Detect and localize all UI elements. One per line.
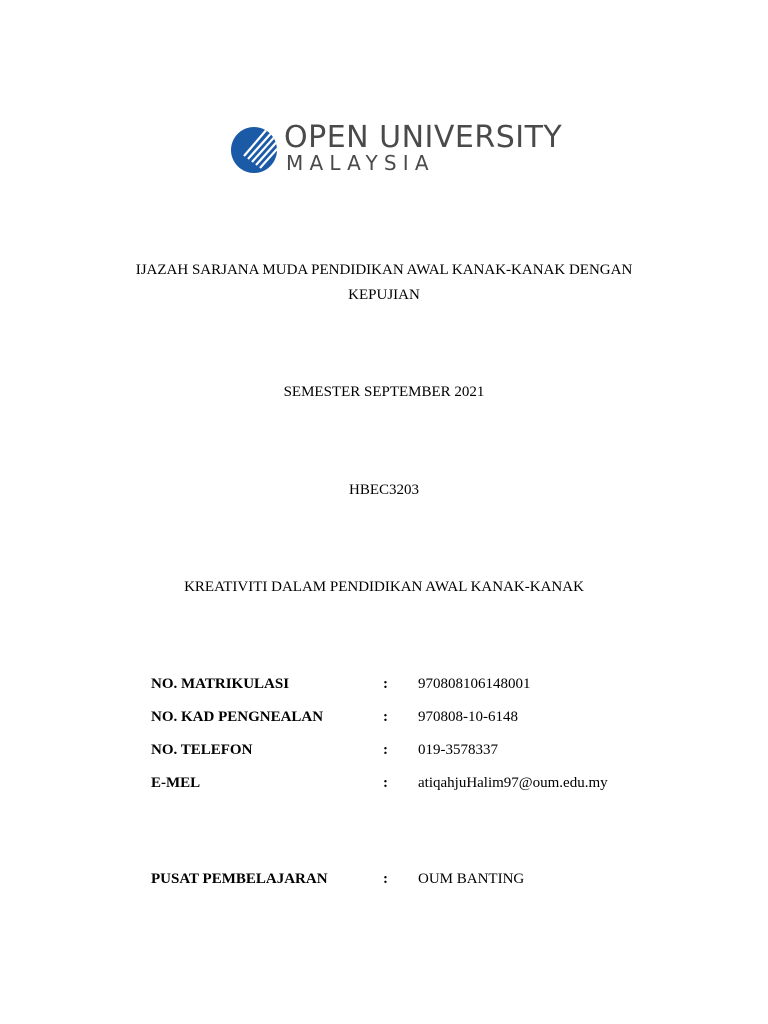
info-label: E-MEL [151,775,201,791]
logo-text-malaysia: MALAYSIA [286,151,435,175]
info-row-learning-centre [151,869,671,902]
info-label: NO. TELEFON [151,742,253,758]
info-row-matric [151,674,671,707]
info-value: OUM BANTING [418,871,525,887]
logo-text-open-university: OPEN UNIVERSITY [284,120,563,155]
info-colon: : [383,871,388,887]
info-value: atiqahjuHalim97@oum.edu.my [418,775,608,791]
semester: SEMESTER SEPTEMBER 2021 [283,384,485,400]
info-colon: : [383,775,388,791]
info-label: NO. KAD PENGNEALAN [151,709,324,725]
info-colon: : [383,742,388,758]
university-logo [230,120,563,178]
info-value: 019-3578337 [418,742,498,758]
programme-title [100,258,668,308]
info-row-ic [151,707,671,740]
info-row-email [151,773,671,806]
info-label: NO. MATRIKULASI [151,676,290,692]
oum-striped-globe-icon [230,126,278,174]
student-info-table [151,674,671,806]
programme-title-line-1: IJAZAH SARJANA MUDA PENDIDIKAN AWAL KANAK-KANAK DENGAN [135,262,633,278]
info-colon: : [383,676,388,692]
info-label: PUSAT PEMBELAJARAN [151,871,328,887]
info-value: 970808106148001 [418,676,531,692]
course-title: KREATIVITI DALAM PENDIDIKAN AWAL KANAK-KANAK [184,579,584,595]
info-value: 970808-10-6148 [418,709,518,725]
info-colon: : [383,709,388,725]
learning-centre-table [151,869,671,902]
info-row-phone [151,740,671,773]
course-code: HBEC3203 [348,482,419,498]
programme-title-line-2: KEPUJIAN [348,287,420,303]
